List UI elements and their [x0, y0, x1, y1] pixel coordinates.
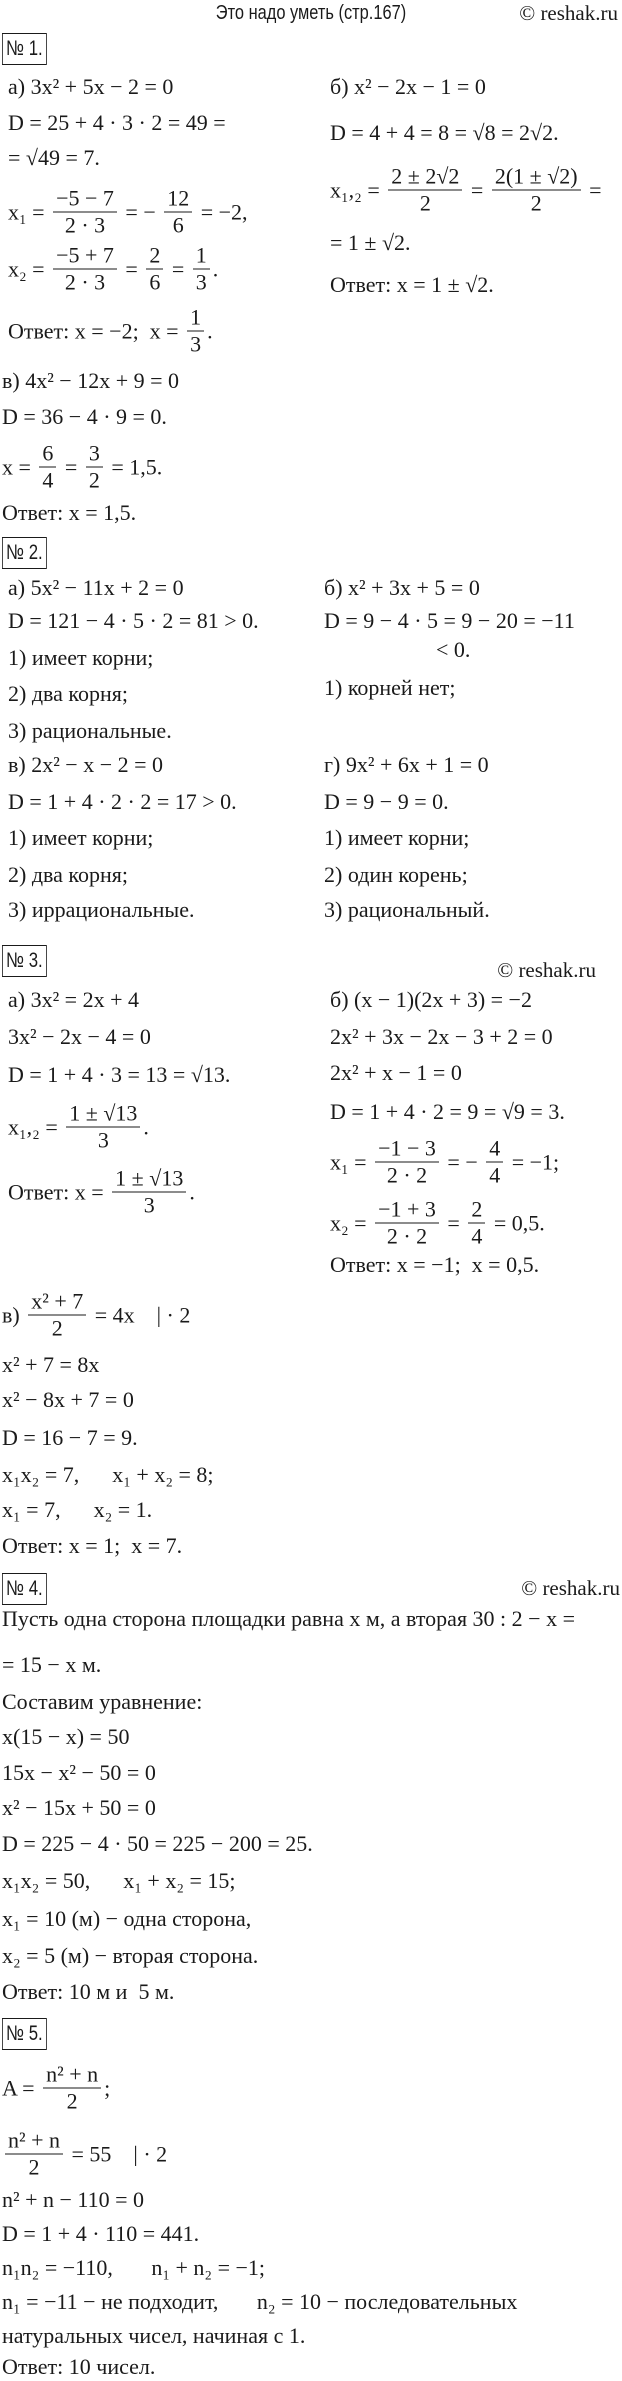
math-line [8, 824, 153, 852]
math-text: x₁,₂ = [330, 177, 386, 202]
math-text: = 15 − x м. [2, 1652, 102, 1677]
math-text: x(15 − x) = 50 [2, 1724, 130, 1749]
math-line [8, 109, 226, 137]
math-text: 15x − x² − 50 = 0 [2, 1760, 156, 1785]
math-line [2, 2062, 110, 2115]
fraction-denominator: 6 [172, 212, 184, 238]
fraction-denominator: 2 · 2 [386, 1223, 428, 1249]
fraction-numerator: 12 [164, 186, 192, 213]
fraction-numerator: −5 − 7 [53, 186, 117, 213]
math-line [324, 861, 468, 889]
math-line [330, 1098, 565, 1126]
math-line [2, 1386, 134, 1414]
math-line [330, 229, 411, 257]
math-line [2, 2186, 144, 2214]
task-number-2: № 2. [2, 537, 47, 569]
fraction-numerator: 1 [193, 243, 210, 270]
math-text: D = 1 + 4 · 2 = 9 = √9 = 3. [330, 1099, 565, 1124]
math-text: = [465, 177, 489, 202]
math-text: 2x² + x − 1 = 0 [330, 1060, 462, 1085]
math-line [330, 1136, 559, 1189]
fraction [146, 243, 163, 296]
math-line [2, 403, 167, 431]
fraction-numerator: 3 [86, 441, 103, 468]
math-text: D = 36 − 4 · 9 = 0. [2, 404, 167, 429]
math-text: = 1,5. [105, 454, 163, 479]
math-text: б) x² − 2x − 1 = 0 [330, 74, 486, 99]
math-line [2, 1605, 575, 1633]
math-text: Ответ: x = [8, 1179, 110, 1204]
math-line [8, 1166, 195, 1219]
math-text: D = 225 − 4 · 50 = 225 − 200 = 25. [2, 1831, 313, 1856]
task-number-4: № 4. [2, 1573, 47, 1605]
math-text: D = 25 + 4 · 3 · 2 = 49 = [8, 110, 226, 135]
task-number-1: № 1. [2, 33, 47, 65]
copyright-mark: © reshak.ru [521, 1576, 620, 1600]
fraction-denominator: 2 [88, 467, 100, 493]
math-text: г) 9x² + 6x + 1 = 0 [324, 752, 489, 777]
math-text: а) 3x² + 5x − 2 = 0 [8, 74, 174, 99]
math-text: x₁ = [330, 1149, 373, 1174]
math-text: = 4x | · 2 [89, 1302, 191, 1327]
math-text: x² − 8x + 7 = 0 [2, 1387, 134, 1412]
math-text: x₁ = [8, 199, 51, 224]
math-line [2, 2254, 265, 2282]
fraction-denominator: 2 [51, 1315, 63, 1341]
math-text: 2) два корня; [8, 862, 128, 887]
math-line [8, 986, 139, 1014]
math-text: Ответ: 10 чисел. [2, 2354, 156, 2379]
math-line [8, 680, 128, 708]
fraction [375, 1197, 439, 1250]
fraction-numerator: −1 − 3 [375, 1136, 439, 1163]
math-line [2, 1651, 101, 1679]
fraction-numerator: x² + 7 [28, 1289, 86, 1316]
math-text: = − [119, 199, 162, 224]
fraction-numerator: 1 [187, 305, 204, 332]
fraction [66, 1101, 140, 1154]
math-line [2, 1688, 202, 1716]
page-title: Это надо уметь (стр.167) [215, 2, 407, 24]
math-text: x₂ = 5 (м) − вторая сторона. [2, 1943, 259, 1968]
math-text: в) 4x² − 12x + 9 = 0 [2, 368, 180, 393]
fraction [43, 2062, 101, 2115]
fraction-denominator: 3 [195, 269, 207, 295]
math-text: 3x² − 2x − 4 = 0 [8, 1024, 151, 1049]
task-number-3: № 3. [2, 945, 47, 977]
math-line [8, 788, 237, 816]
math-text: D = 1 + 4 · 3 = 13 = √13. [8, 1062, 231, 1087]
math-text: = √49 = 7. [8, 145, 100, 170]
fraction-denominator: 2 [419, 190, 431, 216]
math-text: а) 5x² − 11x + 2 = 0 [8, 575, 184, 600]
math-text: Составим уравнение: [2, 1689, 203, 1714]
math-text: 1) имеет корни; [8, 825, 154, 850]
fraction-denominator: 2 [66, 2088, 78, 2114]
math-line [8, 1023, 151, 1051]
math-line [2, 1794, 156, 1822]
math-text: 2) один корень; [324, 862, 468, 887]
fraction [375, 1136, 439, 1189]
fraction [492, 164, 581, 217]
math-text: Ответ: x = 1,5. [2, 500, 137, 525]
math-text: D = 4 + 4 = 8 = √8 = 2√2. [330, 120, 559, 145]
math-line [8, 861, 128, 889]
math-text: D = 1 + 4 · 2 · 2 = 17 > 0. [8, 789, 237, 814]
fraction-denominator: 4 [42, 467, 54, 493]
fraction-denominator: 6 [149, 269, 161, 295]
math-text: 3) рациональные. [8, 718, 172, 743]
math-line [2, 1461, 214, 1489]
math-line [2, 1351, 99, 1379]
math-line [2, 1289, 190, 1342]
fraction [486, 1136, 503, 1189]
math-text: x = [2, 454, 37, 479]
math-line [330, 986, 532, 1014]
math-text: x₂ = [8, 256, 51, 281]
fraction [193, 243, 210, 296]
math-text: D = 1 + 4 · 110 = 441. [2, 2221, 200, 2246]
math-text: в) 2x² − x − 2 = 0 [8, 752, 164, 777]
math-line [2, 1759, 156, 1787]
math-line [8, 751, 163, 779]
math-text: x² − 15x + 50 = 0 [2, 1795, 156, 1820]
math-line [324, 751, 489, 779]
math-line [330, 1251, 539, 1279]
fraction-denominator: 4 [471, 1223, 483, 1249]
math-line [2, 1532, 182, 1560]
math-text: x₁x₂ = 50, x₁ + x₂ = 15; [2, 1868, 236, 1893]
math-text: n₁ = −11 − не подходит, n₂ = 10 − последовательных [2, 2289, 518, 2314]
math-line [8, 717, 172, 745]
math-line [324, 674, 455, 702]
math-text: = [166, 256, 190, 281]
math-text: Ответ: x = −1; x = 0,5. [330, 1252, 540, 1277]
math-text: = [59, 454, 83, 479]
fraction [388, 164, 462, 217]
math-text: 1) имеет корни; [8, 645, 154, 670]
math-line [2, 1867, 236, 1895]
math-text: Ответ: 10 м и 5 м. [2, 1979, 175, 2004]
math-text: = [583, 177, 602, 202]
math-text: = −1; [506, 1149, 560, 1174]
math-line [2, 1723, 129, 1751]
math-line [8, 186, 248, 239]
math-text: = − [441, 1149, 484, 1174]
math-line [8, 607, 259, 635]
math-text: 3) иррациональные. [8, 897, 195, 922]
math-line [324, 607, 575, 635]
math-line [2, 1830, 313, 1858]
math-text: . [207, 318, 213, 343]
copyright-mark: © reshak.ru [497, 958, 596, 982]
fraction-numerator: n² + n [5, 2128, 63, 2155]
math-text: x₁x₂ = 7, x₁ + x₂ = 8; [2, 1462, 214, 1487]
math-line [2, 1978, 174, 2006]
math-text: x₂ = [330, 1210, 373, 1235]
math-line [330, 1023, 553, 1051]
math-text: x₁,₂ = [8, 1114, 64, 1139]
math-line [2, 2322, 305, 2350]
math-text: . [212, 256, 219, 281]
math-line [8, 73, 173, 101]
math-text: Ответ: x = 1; x = 7. [2, 1533, 183, 1558]
math-text: D = 9 − 4 · 5 = 9 − 20 = −11 [324, 608, 575, 633]
math-line [8, 305, 213, 358]
math-text: . [143, 1114, 149, 1139]
math-text: x₁ = 7, x₂ = 1. [2, 1497, 153, 1522]
math-text: 1) корней нет; [324, 675, 456, 700]
fraction-denominator: 3 [97, 1127, 109, 1153]
copyright-header: © reshak.ru [519, 1, 618, 25]
math-text: n₁n₂ = −110, n₁ + n₂ = −1; [2, 2255, 266, 2280]
math-text: 2x² + 3x − 2x − 3 + 2 = 0 [330, 1024, 553, 1049]
math-text: ; [104, 2075, 111, 2100]
fraction-numerator: 2 ± 2√2 [388, 164, 462, 191]
math-line [324, 788, 449, 816]
fraction [86, 441, 103, 494]
math-line [436, 636, 470, 664]
math-line [330, 119, 559, 147]
math-line [8, 1061, 230, 1089]
fraction [164, 186, 192, 239]
fraction-numerator: 6 [39, 441, 56, 468]
task-number-5: № 5. [2, 2018, 47, 2050]
fraction-numerator: 4 [486, 1136, 503, 1163]
math-line [2, 2288, 517, 2316]
fraction [28, 1289, 86, 1342]
math-line [2, 2220, 199, 2248]
math-line [2, 367, 179, 395]
math-text: в) [2, 1302, 26, 1327]
math-line [330, 1197, 545, 1250]
fraction-denominator: 2 · 2 [386, 1162, 428, 1188]
math-text: = 55 | · 2 [66, 2141, 168, 2166]
math-text: x₁ = 10 (м) − одна сторона, [2, 1906, 252, 1931]
fraction-numerator: −1 + 3 [375, 1197, 439, 1224]
fraction-denominator: 4 [489, 1162, 501, 1188]
math-line [8, 243, 218, 296]
math-text: а) 3x² = 2x + 4 [8, 987, 140, 1012]
fraction-denominator: 2 [530, 190, 542, 216]
math-line [330, 271, 494, 299]
fraction-denominator: 2 · 3 [64, 269, 106, 295]
math-text: 2) два корня; [8, 681, 128, 706]
fraction-numerator: n² + n [43, 2062, 101, 2089]
math-text: D = 9 − 9 = 0. [324, 789, 449, 814]
math-text: = 1 ± √2. [330, 230, 411, 255]
math-text: натуральных чисел, начиная с 1. [2, 2323, 306, 2348]
math-text: n² + n − 110 = 0 [2, 2187, 145, 2212]
math-line [8, 896, 194, 924]
math-line [2, 2353, 155, 2381]
math-line [2, 1942, 258, 1970]
math-text: 1) имеет корни; [324, 825, 470, 850]
fraction-numerator: 2(1 ± √2) [492, 164, 581, 191]
fraction [112, 1166, 186, 1219]
math-line [2, 441, 162, 494]
math-line [2, 1496, 152, 1524]
fraction [39, 441, 56, 494]
math-line [324, 896, 490, 924]
math-line [330, 73, 486, 101]
math-line [2, 1905, 251, 1933]
math-text: < 0. [436, 637, 471, 662]
fraction-numerator: 2 [468, 1197, 485, 1224]
fraction [53, 186, 117, 239]
math-line [324, 824, 469, 852]
fraction [187, 305, 204, 358]
math-text: Ответ: x = 1 ± √2. [330, 272, 494, 297]
math-line [8, 144, 100, 172]
fraction-numerator: 2 [146, 243, 163, 270]
fraction-denominator: 2 · 3 [64, 212, 106, 238]
math-text: A = [2, 2075, 41, 2100]
math-line [330, 1059, 462, 1087]
math-line [8, 574, 184, 602]
math-line [2, 1424, 138, 1452]
math-text: 3) рациональный. [324, 897, 490, 922]
math-line [330, 164, 602, 217]
math-text: D = 121 − 4 · 5 · 2 = 81 > 0. [8, 608, 259, 633]
math-text: б) x² + 3x + 5 = 0 [324, 575, 480, 600]
fraction [5, 2128, 63, 2181]
fraction-denominator: 2 [28, 2154, 40, 2180]
math-text: Ответ: x = −2; x = [8, 318, 185, 343]
fraction-denominator: 3 [190, 331, 202, 357]
fraction-numerator: 1 ± √13 [66, 1101, 140, 1128]
math-text: x² + 7 = 8x [2, 1352, 100, 1377]
math-text: б) (x − 1)(2x + 3) = −2 [330, 987, 532, 1012]
math-text: D = 16 − 7 = 9. [2, 1425, 138, 1450]
math-text: . [189, 1179, 195, 1204]
math-line [324, 574, 480, 602]
fraction-denominator: 3 [143, 1192, 155, 1218]
math-line [8, 644, 153, 672]
math-line [2, 2128, 167, 2181]
fraction [468, 1197, 485, 1250]
math-line [8, 1101, 149, 1154]
math-line [2, 499, 136, 527]
math-text: = [441, 1210, 466, 1235]
fraction-numerator: −5 + 7 [53, 243, 117, 270]
math-text: = 0,5. [488, 1210, 545, 1235]
fraction [53, 243, 117, 296]
math-text: = [119, 256, 144, 281]
math-text: = −2, [195, 199, 248, 224]
math-text: Пусть одна сторона площадки равна x м, а вторая 30 : 2 − x = [2, 1606, 575, 1631]
fraction-numerator: 1 ± √13 [112, 1166, 186, 1193]
